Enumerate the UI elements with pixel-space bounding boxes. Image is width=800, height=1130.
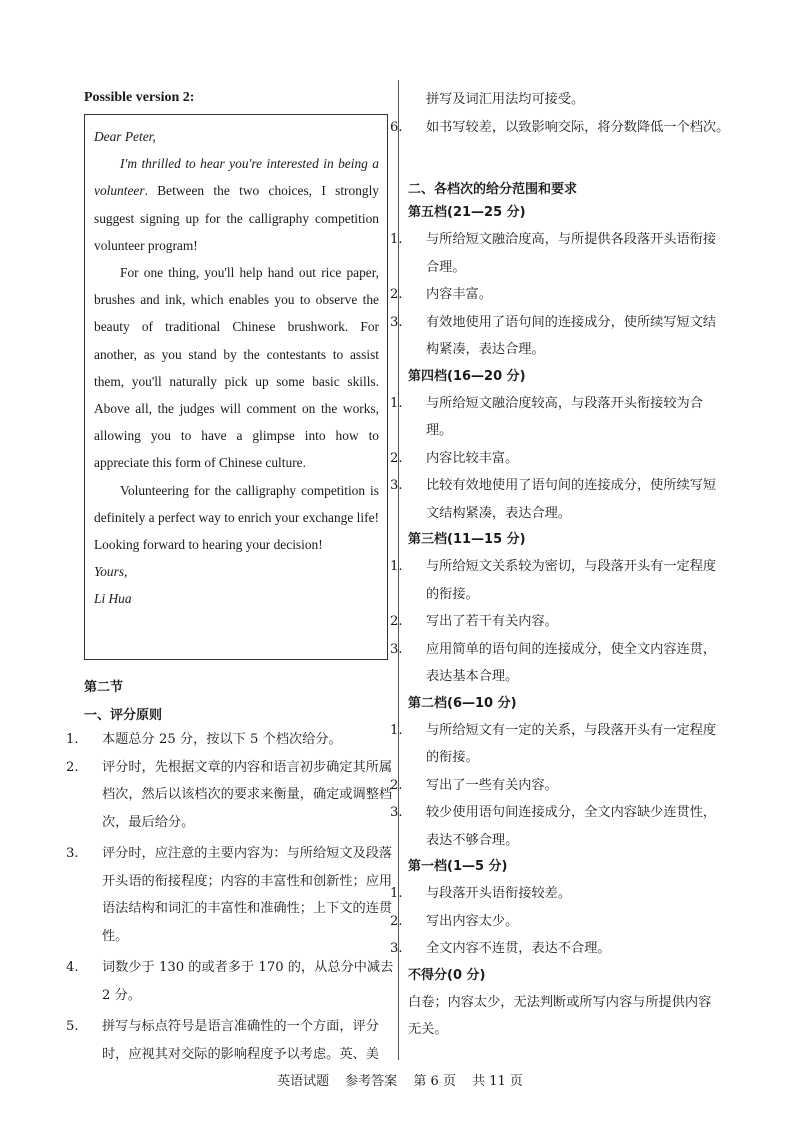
level-item: 1. 与所给短文融洽度较高，与段落开头衔接较为合理。	[390, 395, 703, 438]
footer-page: 第 6 页	[413, 1074, 456, 1089]
zero-score-text: 白卷；内容太少，无法判断或所写内容与所提供内容无关。	[408, 994, 712, 1037]
level-item: 2. 写出内容太少。	[390, 913, 519, 929]
principle-item: 3. 评分时，应注意的主要内容为：与所给短文及段落开头语的衔接程度；内容的丰富性和创新性；应用语法结构和词汇的丰富性和准确性；上下文的连贯性。	[66, 846, 393, 944]
principle-item: 1. 本题总分 25 分，按以下 5 个档次给分。	[66, 732, 342, 747]
level-item: 3. 比较有效地使用了语句间的连接成分，使所续写短文结构紧凑，表达合理。	[390, 478, 717, 521]
level-title: 第二档(6—10 分)	[408, 695, 517, 711]
level-item: 3. 较少使用语句间连接成分，全文内容缺少连贯性，表达不够合理。	[390, 805, 717, 848]
level-item: 3. 应用简单的语句间的连接成分，使全文内容连贯，表达基本合理。	[390, 641, 717, 684]
page-footer	[0, 1070, 800, 1089]
levels-list	[390, 200, 720, 1044]
letter-greeting: Dear Peter,	[94, 129, 156, 144]
letter-signature: Li Hua	[94, 591, 132, 607]
footer-total: 共 11 页	[472, 1074, 523, 1089]
level-item: 1. 与段落开头语衔接较差。	[390, 886, 572, 901]
principle-item: 6. 如书写较差，以致影响交际，将分数降低一个档次。	[390, 120, 730, 135]
level-title: 第五档(21—25 分)	[408, 205, 526, 220]
sample-letter	[84, 114, 388, 660]
footer-answer: 参考答案	[345, 1074, 398, 1089]
letter-paragraph-3: Volunteering for the calligraphy competition is definitely a perfect way to enrich your exchange life! Looking forward to hearing your decision!	[94, 482, 379, 553]
letter-closing: Yours,	[94, 564, 128, 580]
principle-5-continued: 拼写及词汇用法均可接受。	[426, 92, 585, 107]
level-item: 3. 全文内容不连贯，表达不合理。	[390, 941, 611, 956]
letter-p1-rest: . Between the two choices, I strongly suggest signing up for the calligraphy competition volunteer program!	[94, 183, 379, 253]
letter-p1-italic: I'm thrilled to hear you're interested in being a volunteer	[94, 156, 379, 199]
zero-score-title: 不得分(0 分)	[408, 967, 486, 983]
level-item: 2. 写出了一些有关内容。	[390, 777, 558, 793]
letter-paragraph-1	[94, 150, 379, 259]
principles-title: 一、评分原则	[84, 708, 163, 723]
section-title: 第二节	[84, 680, 124, 695]
footer-subject: 英语试题	[277, 1074, 330, 1089]
level-item: 1. 与所给短文关系较为密切，与段落开头有一定程度的衔接。	[390, 559, 717, 602]
letter-paragraph-2: For one thing, you'll help hand out rice paper, brushes and ink, which enables you to observe the beauty of traditional Chinese brushwork. For another, as you stand by the contestants to assist them, you'll naturally pick up some basic skills. Above all, the judges will comment on the works, allowing you to have a glimpse into how to appreciate this form of Chinese culture.	[94, 265, 379, 471]
principles-list	[66, 726, 394, 1068]
level-item: 1. 与所给短文有一定的关系，与段落开头有一定程度的衔接。	[390, 722, 717, 765]
version-title: Possible version 2:	[84, 90, 195, 105]
principle-item: 4. 词数少于 130 的或者多于 170 的，从总分中减去 2 分。	[66, 960, 394, 1003]
level-title: 第一档(1—5 分)	[408, 859, 508, 874]
level-item: 3. 有效地使用了语句间的连接成分，使所续写短文结构紧凑，表达合理。	[390, 314, 717, 357]
levels-title: 二、各档次的给分范围和要求	[408, 182, 578, 197]
level-title: 第四档(16—20 分)	[408, 368, 526, 384]
level-item: 1. 与所给短文融洽度高，与所提供各段落开头语衔接合理。	[390, 232, 717, 275]
principle-item: 5. 拼写与标点符号是语言准确性的一个方面，评分时，应视其对交际的影响程度予以考虑。英、美	[66, 1019, 379, 1062]
level-item: 2. 内容比较丰富。	[390, 450, 519, 466]
level-title: 第三档(11—15 分)	[408, 532, 526, 547]
principle-item: 2. 评分时，先根据文章的内容和语言初步确定其所属档次，然后以该档次的要求来衡量，确定或调整档次，最后给分。	[66, 759, 393, 830]
level-item: 2. 内容丰富。	[390, 287, 492, 302]
level-item: 2. 写出了若干有关内容。	[390, 614, 558, 629]
